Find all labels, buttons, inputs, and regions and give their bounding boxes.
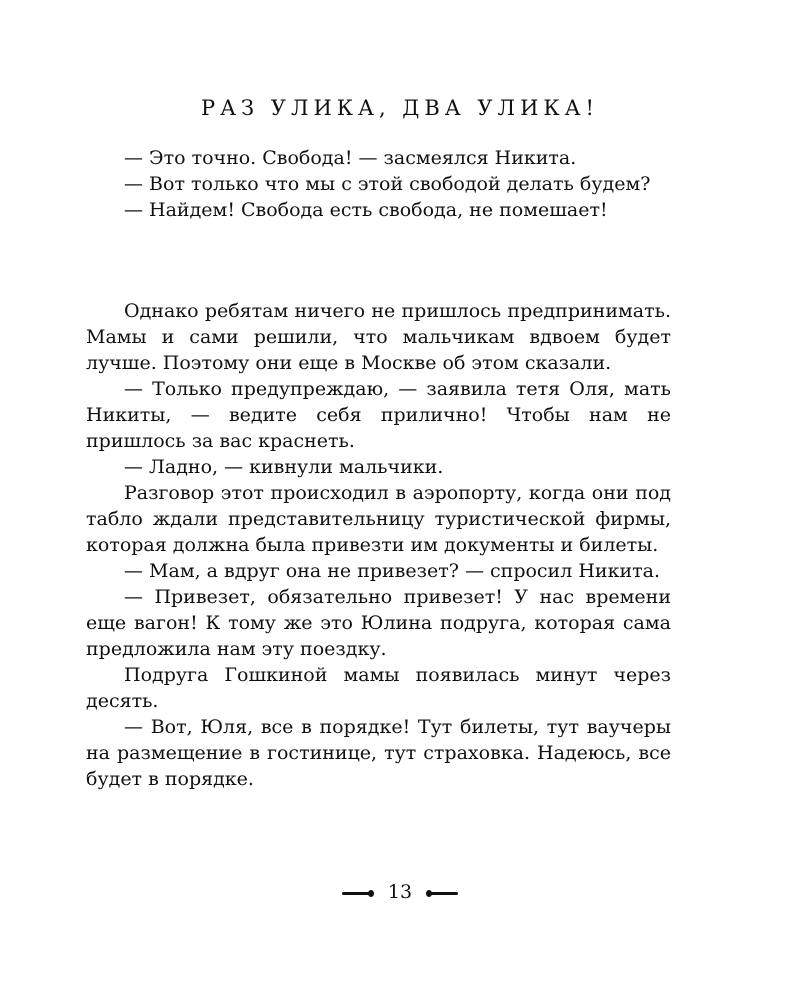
- paragraph: — Только предупреждаю, — заявила тетя Оля, мать Никиты, — ведите себя прилично! Чтобы нам не пришлось за вас краснеть.: [86, 378, 671, 452]
- ornament-right-icon: [428, 892, 458, 895]
- paragraph: Однако ребятам ничего не пришлось предпринимать. Мамы и сами решили, что мальчикам вдвоем будет лучше. Поэтому они еще в Москве об этом сказали.: [86, 300, 671, 374]
- dialogue-block: [86, 145, 671, 223]
- paragraph: — Вот, Юля, все в порядке! Тут билеты, тут ваучеры на размещение в гостинице, тут страховка. Надеюсь, все будет в порядке.: [86, 716, 671, 790]
- ornament-left-icon: [342, 892, 372, 895]
- paragraph: Разговор этот происходил в аэропорту, когда они под табло ждали представительницу туристической фирмы, которая должна была привезти им документы и билеты.: [86, 482, 671, 556]
- running-head: РАЗ УЛИКА, ДВА УЛИКА!: [200, 96, 599, 120]
- dialogue-line: — Найдем! Свобода есть свобода, не помешает!: [124, 199, 608, 221]
- page-number: 13: [387, 881, 413, 903]
- paragraph: — Ладно, — кивнули мальчики.: [124, 456, 444, 478]
- dialogue-line: — Это точно. Свобода! — засмеялся Никита.: [124, 147, 577, 169]
- paragraph: — Привезет, обязательно привезет! У нас времени еще вагон! К тому же это Юлина подруга, которая сама предложила нам эту поездку.: [86, 586, 671, 660]
- paragraph: Подруга Гошкиной мамы появилась минут через десять.: [86, 664, 671, 712]
- page-footer: [0, 878, 800, 906]
- paragraph: — Мам, а вдруг она не привезет? — спросил Никита.: [124, 560, 660, 582]
- dialogue-line: — Вот только что мы с этой свободой делать будем?: [124, 173, 651, 195]
- body-text: [86, 298, 671, 792]
